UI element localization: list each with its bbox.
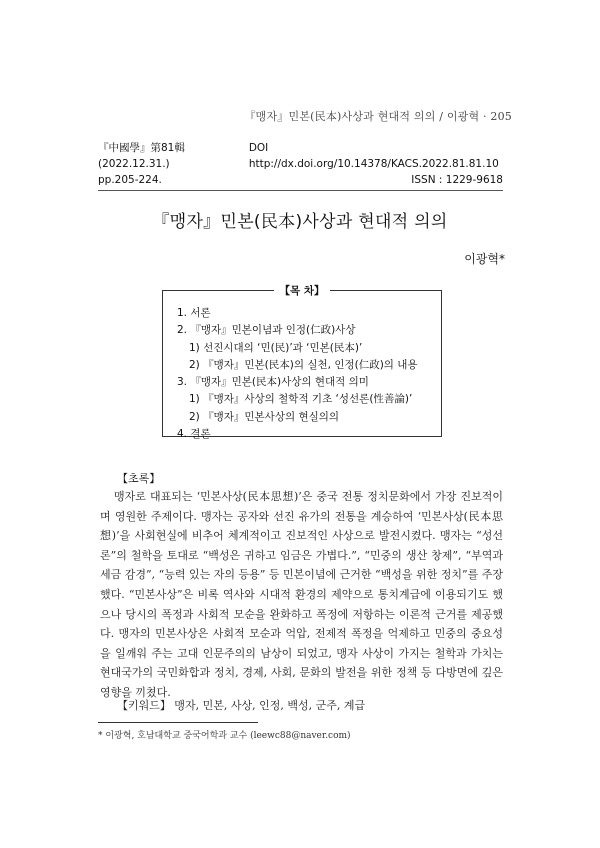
toc-subitem: 1) 『맹자』사상의 철학적 기초 ‘성선론(性善論)’	[189, 393, 413, 406]
abstract-label: 【초록】	[117, 472, 161, 485]
footnote-divider	[98, 722, 258, 723]
keywords: 【키워드】 맹자, 민본, 사상, 인정, 백성, 군주, 계급	[117, 699, 366, 712]
doi-link[interactable]: DOI http://dx.doi.org/10.14378/KACS.2022.81.81.10	[248, 142, 499, 170]
toc-list	[163, 291, 441, 443]
toc-heading: 【목 차】	[274, 285, 331, 297]
paper-title: 『맹자』민본(民本)사상과 현대적 의의	[152, 212, 448, 232]
toc-subitem: 2) 『맹자』민본(民本)의 실천, 인정(仁政)의 내용	[189, 358, 418, 371]
journal-info	[98, 140, 503, 191]
toc-subitem: 1) 선진시대의 ‘민(民)’과 ‘민본(民本)’	[189, 341, 363, 354]
toc-item: 4. 결론	[177, 428, 211, 441]
abstract-text: 맹자로 대표되는 ‘민본사상(民本思想)’은 중국 전통 정치문화에서 가장 진보적이며 영원한 주제이다. 맹자는 공자와 선진 유가의 전통을 계승하여 ‘민본사상(民本思想)’을 사회현실에 비추어 체계적이고 진보적인 사상으로 발전시켰다. 맹자는 “성선론”의 철학을 토대로 “백성은 귀하고 임금은 가볍다.”, “민중의 생산 창제”, “부역과 세금 감경”, “능력 있는 자의 등용” 등 민본이념에 근거한 “백성을 위한 정치”를 주장했다. “민본사상”은 비록 역사와 시대적 환경의 제약으로 통치계급에 이용되기도 했으나 당시의 폭정과 사회적 모순을 완화하고 폭정에 저항하는 이론적 근거를 제공했다. 맹자의 민본사상은 사회적 모순과 억압, 전제적 폭정을 억제하고 민중의 중요성을 일깨워 주는 고대 인문주의의 남상이 되었고, 맹자 사상이 가지는 철학과 가치는 현대국가의 국민화합과 정치, 경제, 사회, 문화의 발전을 위한 정책 등 다방면에 깊은 영향을 끼쳤다.	[100, 490, 503, 699]
author-name: 이광혁*	[464, 252, 505, 266]
toc-item: 1. 서론	[177, 307, 211, 319]
toc-item: 3. 『맹자』민본(民本)사상의 현대적 의미	[177, 376, 369, 389]
toc-subitem: 2) 『맹자』민본사상의 현실의의	[189, 410, 340, 423]
table-of-contents	[162, 285, 442, 441]
journal-citation: 『中國學』第81輯 (2022.12.31.)	[98, 142, 185, 170]
running-head: 『맹자』민본(民本)사상과 현대적 의의 / 이광혁 · 205	[244, 110, 512, 123]
page-range: pp.205-224.	[98, 174, 162, 186]
issn: ISSN : 1229-9618	[411, 174, 503, 186]
toc-item: 2. 『맹자』민본이념과 인정(仁政)사상	[177, 324, 356, 337]
author-footnote: * 이광혁, 호남대학교 중국어학과 교수 (leewc88@naver.com)	[98, 731, 351, 741]
